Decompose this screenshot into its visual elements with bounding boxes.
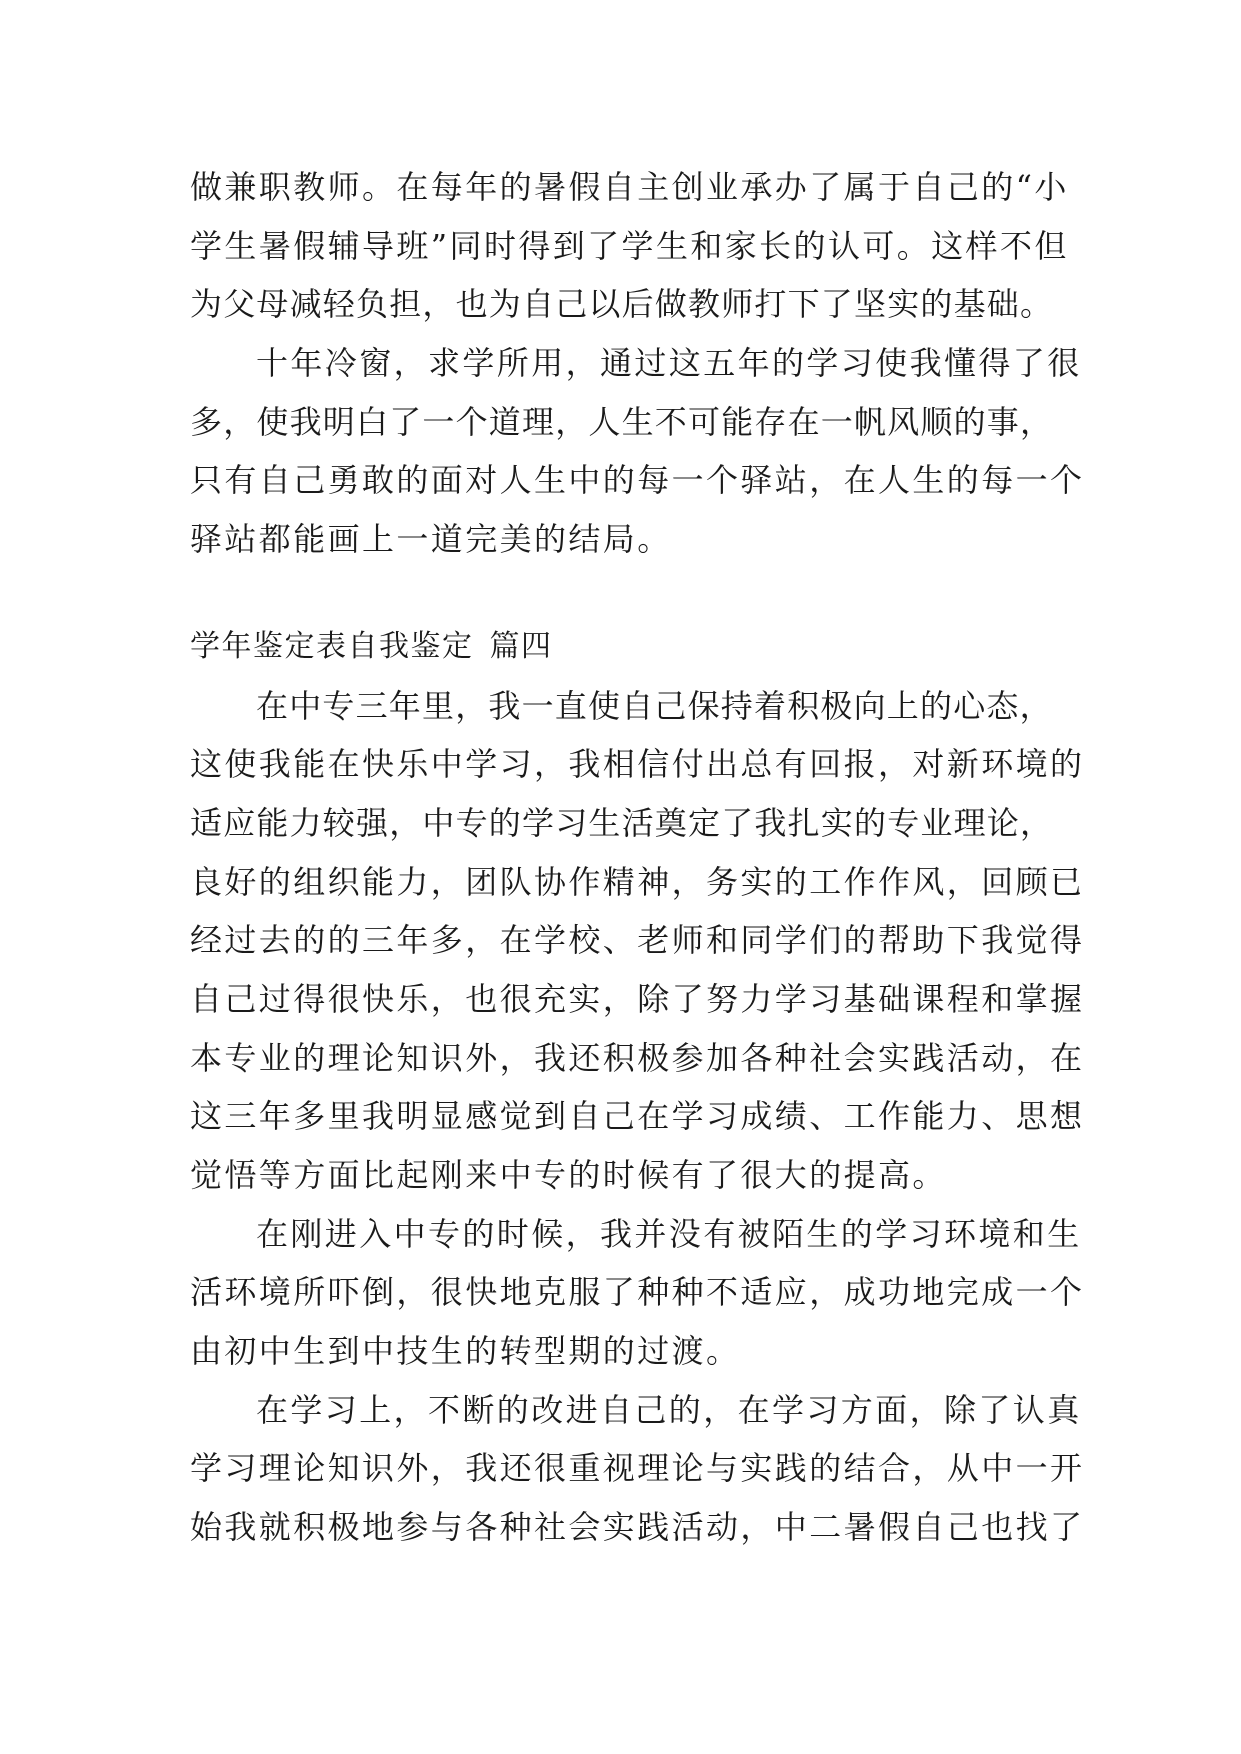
text-line: 做兼职教师。在每年的暑假自主创业承办了属于自己的“小 xyxy=(190,168,1069,206)
text-line: 在中专三年里，我一直使自己保持着积极向上的心态， xyxy=(256,686,1053,725)
text-line: 十年冷窗，求学所用，通过这五年的学习使我懂得了很 xyxy=(256,344,1082,383)
text-line: 在刚进入中专的时候，我并没有被陌生的学习环境和生 xyxy=(256,1214,1082,1253)
section-spacer xyxy=(190,569,1090,618)
paragraph xyxy=(190,677,1090,1205)
text-line: 这使我能在快乐中学习，我相信付出总有回报，对新环境的 xyxy=(190,745,1085,784)
document-body xyxy=(190,158,1090,1557)
text-line: 为父母减轻负担，也为自己以后做教师打下了坚实的基础。 xyxy=(190,285,1054,324)
text-line: 良好的组织能力，团队协作精神，务实的工作作风，回顾已 xyxy=(190,862,1085,901)
text-line: 觉悟等方面比起刚来中专的时候有了很大的提高。 xyxy=(190,1156,947,1194)
text-line: 在学习上，不断的改进自己的，在学习方面，除了认真 xyxy=(256,1390,1082,1429)
text-line: 学生暑假辅导班”同时得到了学生和家长的认可。这样不但 xyxy=(190,226,1069,265)
text-line: 驿站都能画上一道完美的结局。 xyxy=(190,520,672,559)
text-line: 始我就积极地参与各种社会实践活动，中二暑假自己也找了 xyxy=(190,1508,1085,1547)
text-line: 经过去的的三年多，在学校、老师和同学们的帮助下我觉得 xyxy=(190,921,1085,960)
text-line: 由初中生到中技生的转型期的过渡。 xyxy=(190,1332,741,1371)
paragraph-continuation xyxy=(190,158,1090,334)
text-line: 活环境所吓倒，很快地克服了种种不适应，成功地完成一个 xyxy=(190,1273,1085,1312)
paragraph xyxy=(190,1381,1090,1557)
text-line: 这三年多里我明显感觉到自己在学习成绩、工作能力、思想 xyxy=(190,1097,1085,1136)
text-line: 只有自己勇敢的面对人生中的每一个驿站，在人生的每一个 xyxy=(190,461,1085,500)
paragraph xyxy=(190,334,1090,569)
paragraph xyxy=(190,1205,1090,1381)
text-line: 自己过得很快乐，也很充实，除了努力学习基础课程和掌握 xyxy=(190,979,1085,1018)
text-line: 多，使我明白了一个道理，人生不可能存在一帆风顺的事， xyxy=(190,402,1054,441)
section-heading xyxy=(190,618,1090,677)
text-line: 本专业的理论知识外，我还积极参加各种社会实践活动，在 xyxy=(190,1038,1085,1077)
section-title: 学年鉴定表自我鉴定 xyxy=(190,628,474,664)
section-part: 篇四 xyxy=(489,628,553,664)
text-line: 适应能力较强，中专的学习生活奠定了我扎实的专业理论， xyxy=(190,803,1054,842)
text-line: 学习理论知识外，我还很重视理论与实践的结合，从中一开 xyxy=(190,1449,1085,1488)
